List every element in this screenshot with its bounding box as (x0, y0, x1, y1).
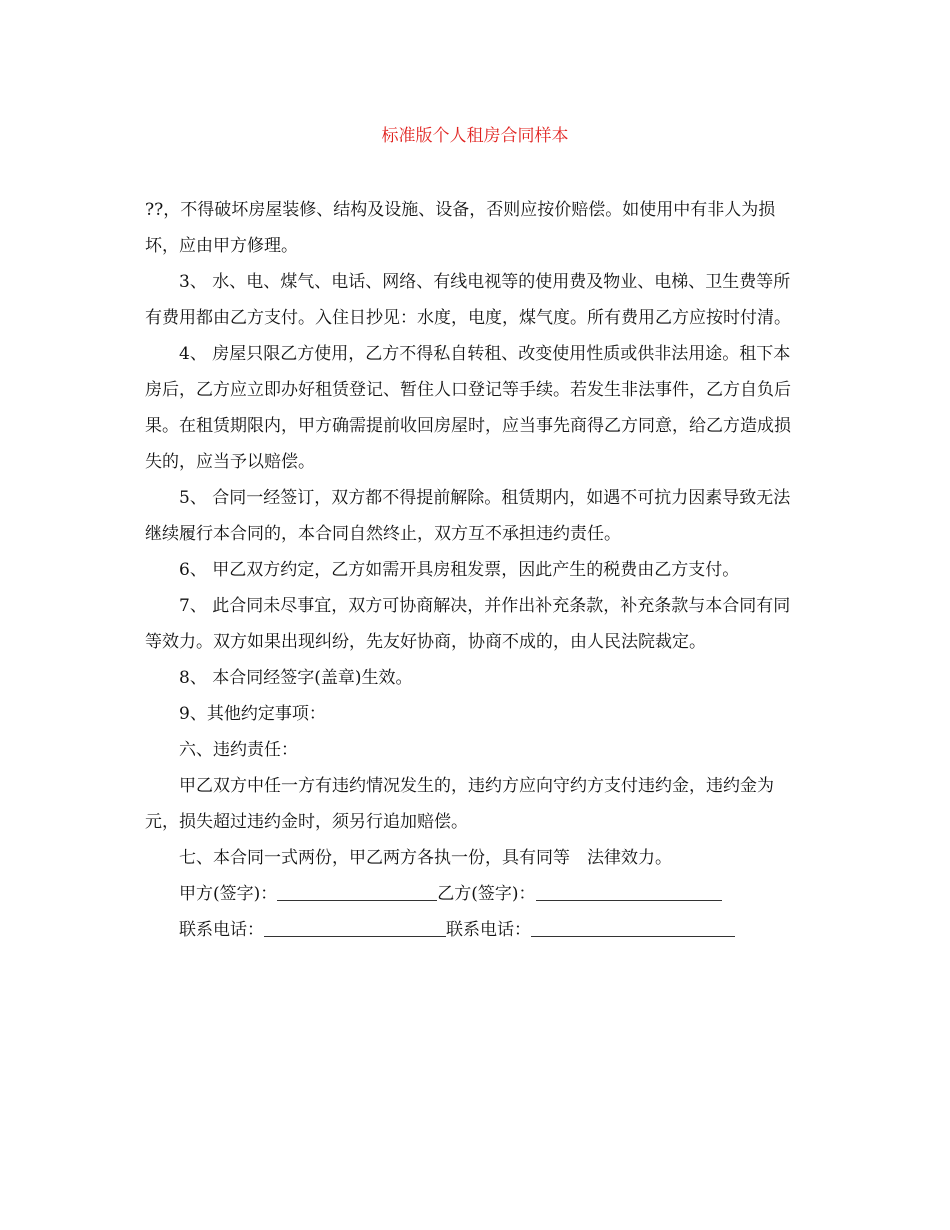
section-heading-breach: 六、违约责任： (179, 740, 298, 760)
document-title: 标准版个人租房合同样本 (381, 126, 569, 146)
party-a-phone-blank (264, 918, 446, 937)
party-b-sign-label: 乙方(签字)： (437, 884, 536, 904)
party-a-sign-blank (277, 882, 437, 901)
paragraph-clause-5: 5、 合同一经签订，双方都不得提前解除。租赁期内，如遇不可抗力因素导致无法继续履行本合同的，本合同自然终止，双方互不承担违约责任。 (145, 488, 791, 544)
party-a-phone-label: 联系电话： (179, 920, 264, 940)
paragraph-copies: 七、本合同一式两份，甲乙两方各执一份，具有同等 法律效力。 (179, 848, 672, 868)
paragraph-clause-8: 8、 本合同经签字(盖章)生效。 (179, 668, 413, 688)
paragraph-clause-9: 9、其他约定事项： (179, 704, 326, 724)
document-body (145, 192, 805, 948)
party-a-sign-label: 甲方(签字)： (179, 884, 278, 904)
paragraph-clause-7: 7、 此合同未尽事宜，双方可协商解决，并作出补充条款，补充条款与本合同有同等效力。双方如果出现纠纷，先友好协商，协商不成的，由人民法院裁定。 (145, 596, 791, 652)
party-b-phone-label: 联系电话： (446, 920, 531, 940)
paragraph-breach-liability: 甲乙双方中任一方有违约情况发生的，违约方应向守约方支付违约金，违约金为元，损失超过违约金时，须另行追加赔偿。 (145, 776, 774, 832)
party-b-sign-blank (536, 882, 722, 901)
phone-row (145, 912, 805, 948)
paragraph-clause-3: 3、 水、电、煤气、电话、网络、有线电视等的使用费及物业、电梯、卫生费等所有费用都由乙方支付。入住日抄见：水度，电度，煤气度。所有费用乙方应按时付清。 (145, 272, 791, 328)
paragraph-clause-4: 4、 房屋只限乙方使用，乙方不得私自转租、改变使用性质或供非法用途。租下本房后，乙方应立即办好租赁登记、暂住人口登记等手续。若发生非法事件，乙方自负后果。在租赁期限内，甲方确需提前收回房屋时，应当事先商得乙方同意，给乙方造成损失的，应当予以赔偿。 (145, 344, 791, 472)
paragraph-1: ??，不得破坏房屋装修、结构及设施、设备，否则应按价赔偿。如使用中有非人为损坏，应由甲方修理。 (145, 200, 776, 256)
party-b-phone-blank (531, 918, 735, 937)
signature-row (145, 876, 805, 912)
paragraph-clause-6: 6、 甲乙双方约定，乙方如需开具房租发票，因此产生的税费由乙方支付。 (179, 560, 740, 580)
